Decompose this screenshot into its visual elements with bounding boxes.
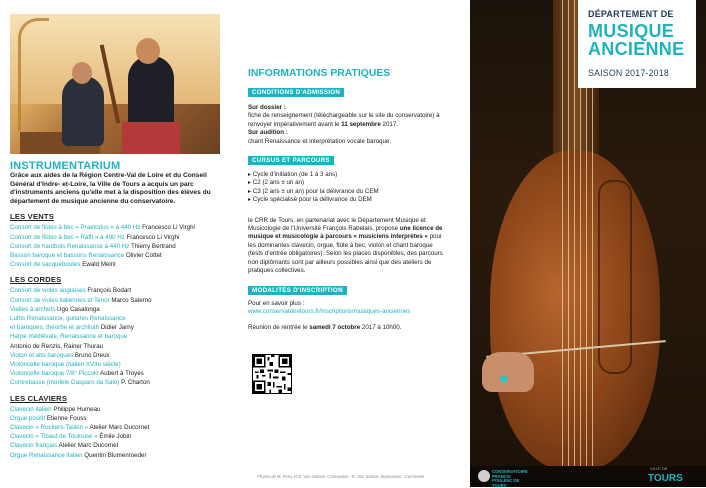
cordes-instrument: Contrebasse (modèle Gasparo da Salo): [10, 379, 120, 387]
cordes-instrument: Harpe médiévale, Renaissance et baroque: [10, 333, 128, 341]
claviers-maker: Etienne Fouss: [45, 414, 87, 422]
partner-text-2: pour les dominantes clavecin, orgue, flûte à bec, violon et chant baroque (tests d'entrée obligatoires). Selon les places disponibles, des parcours non diplômants sont par ailleurs possibles ainsi que des ateliers de pratiques collectives.: [248, 233, 443, 275]
inscription-link[interactable]: www.conservatoiretours.fr/inscriptions/musiques-anciennes: [248, 307, 411, 315]
claviers-instrument: Orgue positif: [10, 414, 46, 422]
title-ancienne: ANCIENNE: [588, 39, 685, 59]
vents-item: [10, 260, 226, 269]
cordes-maker: Ugo Casalonga: [55, 305, 100, 313]
claviers-instrument: Clavecin « Ruckers-Taskin »: [10, 424, 89, 432]
dossier-date: 11 septembre: [341, 120, 381, 128]
claviers-item: [10, 405, 226, 414]
musicians-photo: [10, 14, 220, 154]
conservatoire-logo-icon: [478, 470, 490, 482]
cordes-item: [10, 314, 226, 323]
city-logo: TOURS: [648, 473, 683, 484]
claviers-maker: Atelier Marc Ducornet: [57, 442, 119, 450]
vents-maker: Francesco Li Virghi: [140, 224, 195, 232]
vents-instrument: Consort de sacqueboutes: [10, 261, 81, 269]
vents-maker: Thierry Bertrand: [129, 242, 176, 250]
city-small-label: VILLE DE: [650, 466, 668, 471]
vents-instrument: Consort de flûtes à bec « Raffi » à 490 Hz: [10, 233, 125, 241]
vents-instrument: Consort de hautbois Renaissance à 440 Hz: [10, 242, 130, 250]
cursus-item: ▸ C2 (2 ans ± un an): [248, 179, 305, 187]
claviers-instrument: Orgue Renaissance italien: [10, 451, 83, 459]
cordes-maker: Bruno Dreux: [73, 351, 110, 359]
conservatoire-logo-text: CONSERVATOIRE FRANCIS POULENC DE TOURS: [492, 469, 528, 488]
vents-instrument: Basson baroque et bassons Renaissance: [10, 251, 125, 259]
dossier-text: fiche de renseignement (téléchargeable sur le site du conservatoire) à renvoyer impérativement avant le: [248, 112, 440, 128]
cursus-list: [248, 171, 448, 205]
cursus-item: ▸ Cycle d'initiation (de 1 à 3 ans): [248, 171, 338, 179]
rentree-text-1: Réunion de rentrée le: [248, 324, 308, 332]
partner-text-1: le CRR de Tours, en partenariat avec le Département Musique et Musicologie de l'Université François Rabelais, propose: [248, 216, 426, 233]
cordes-title: LES CORDES: [10, 275, 62, 285]
vents-item: [10, 223, 226, 232]
cordes-item: [10, 351, 226, 360]
dossier-label: Sur dossier :: [248, 104, 286, 111]
cordes-item: [10, 286, 226, 295]
claviers-maker: Philippe Humeau: [51, 405, 101, 413]
vents-item: [10, 242, 226, 251]
vents-instrument: Consort de flûtes à bec « Praetorius » à 440 Hz: [10, 224, 141, 232]
cordes-item: [10, 369, 226, 378]
infos-section: [248, 68, 448, 333]
cursus-item: ▸ Cycle spécialisé pour la délivrance du DEM: [248, 196, 372, 204]
instrumentarium-section: [10, 160, 226, 460]
vents-maker: Olivier Cottet: [124, 251, 162, 259]
cordes-item: [10, 323, 226, 332]
qr-code-icon[interactable]: [252, 354, 292, 394]
claviers-item: [10, 423, 226, 432]
instrumentarium-intro: Grâce aux aides de la Région Centre-Val de Loire et du Conseil Général d'Indre- et-Loire, la Ville de Tours a acquis un parc d'instruments anciens qu'elle met à la disposition des élèves du département de musique ancienne du conservatoire.: [10, 172, 211, 205]
claviers-maker: Atelier Marc Ducornet: [88, 424, 150, 432]
cordes-maker: Marco Salerno: [109, 296, 152, 304]
cordes-instrument: Violoncelle baroque 7/8° Piccolo: [10, 370, 99, 378]
season-label: SAISON 2017-2018: [588, 68, 669, 78]
partner-bold: une licence de musique et musicologie à parcours « musiciens interprètes »: [248, 225, 443, 241]
claviers-item: [10, 451, 226, 460]
cursus-band: CURSUS ET PARCOURS: [248, 156, 334, 165]
title-musique: MUSIQUE: [588, 21, 675, 41]
admission-band: CONDITIONS D'ADMISSION: [248, 88, 344, 97]
partner-paragraph: [248, 217, 448, 276]
vents-item: [10, 251, 226, 260]
cordes-maker: Didier Jarny: [99, 324, 134, 332]
cordes-instrument: Consort de violes italiennes et Tenor: [10, 296, 110, 304]
cordes-maker: Aubert à Troyes: [98, 370, 144, 378]
dossier-year: 2017.: [380, 120, 398, 128]
cordes-item: [10, 296, 226, 305]
cordes-maker: Antonio de Renzis, Rainer Thurau: [10, 342, 104, 350]
cordes-maker: François Bodart: [85, 287, 132, 295]
cordes-instrument: Violon et alto baroques: [10, 351, 74, 359]
claviers-maker: Émile Jobin: [97, 433, 132, 441]
cordes-list: [10, 286, 226, 387]
cordes-instrument: Vielles à archets: [10, 305, 56, 313]
vents-list: [10, 223, 226, 269]
claviers-maker: Quentin Blumenroeder: [82, 451, 147, 459]
claviers-item: [10, 414, 226, 423]
claviers-instrument: Clavecin français: [10, 442, 58, 450]
cordes-instrument: Violoncelle baroque (italien XVIIe siècle): [10, 361, 121, 369]
vents-title: LES VENTS: [10, 212, 54, 222]
vents-maker: Francesco Li Virghi: [124, 233, 180, 241]
claviers-instrument: Clavecin « Tibaut de Toulouse »: [10, 433, 98, 441]
cordes-item: [10, 342, 226, 351]
viol-image: [490, 150, 660, 470]
cordes-item: [10, 332, 226, 341]
cordes-item: [10, 360, 226, 369]
claviers-list: [10, 405, 226, 460]
cordes-instrument: et baroques, théorbe et archiluth: [10, 324, 100, 332]
rentree-date: samedi 7 octobre: [309, 324, 361, 332]
cordes-instrument: Luths Renaissance, guitares Renaissance: [10, 315, 126, 322]
cordes-instrument: Consort de violes anglaises: [10, 287, 86, 295]
department-label: DÉPARTEMENT DE: [588, 9, 674, 19]
inscription-band: MODALITÉS D'INSCRIPTION: [248, 286, 347, 295]
cordes-maker: P. Charton: [119, 379, 150, 387]
instrumentarium-title: INSTRUMENTARIUM: [10, 160, 121, 172]
vents-maker: Ewald Meinl: [80, 261, 116, 269]
infos-title: INFORMATIONS PRATIQUES: [248, 68, 391, 79]
claviers-item: [10, 441, 226, 450]
savoir-plus: Pour en savoir plus :: [248, 299, 305, 307]
vents-item: [10, 233, 226, 242]
cursus-item: ▸ C3 (2 ans ± un an) pour la délivrance du CEM: [248, 187, 379, 195]
cordes-item: [10, 305, 226, 314]
claviers-instrument: Clavecin italien: [10, 405, 52, 413]
claviers-title: LES CLAVIERS: [10, 393, 68, 403]
audition-label: Sur audition :: [248, 129, 288, 137]
cordes-item: [10, 378, 226, 387]
claviers-item: [10, 432, 226, 441]
audition-text: chant Renaissance et interprétation vocale baroque.: [248, 137, 392, 145]
rentree-text-2: 2017 à 10h00.: [360, 324, 402, 332]
photo-credit: Photos de M. Ferry et E. Von Santos, Conception : E. Von Santos, Impression : Cerclevise: [257, 474, 425, 479]
